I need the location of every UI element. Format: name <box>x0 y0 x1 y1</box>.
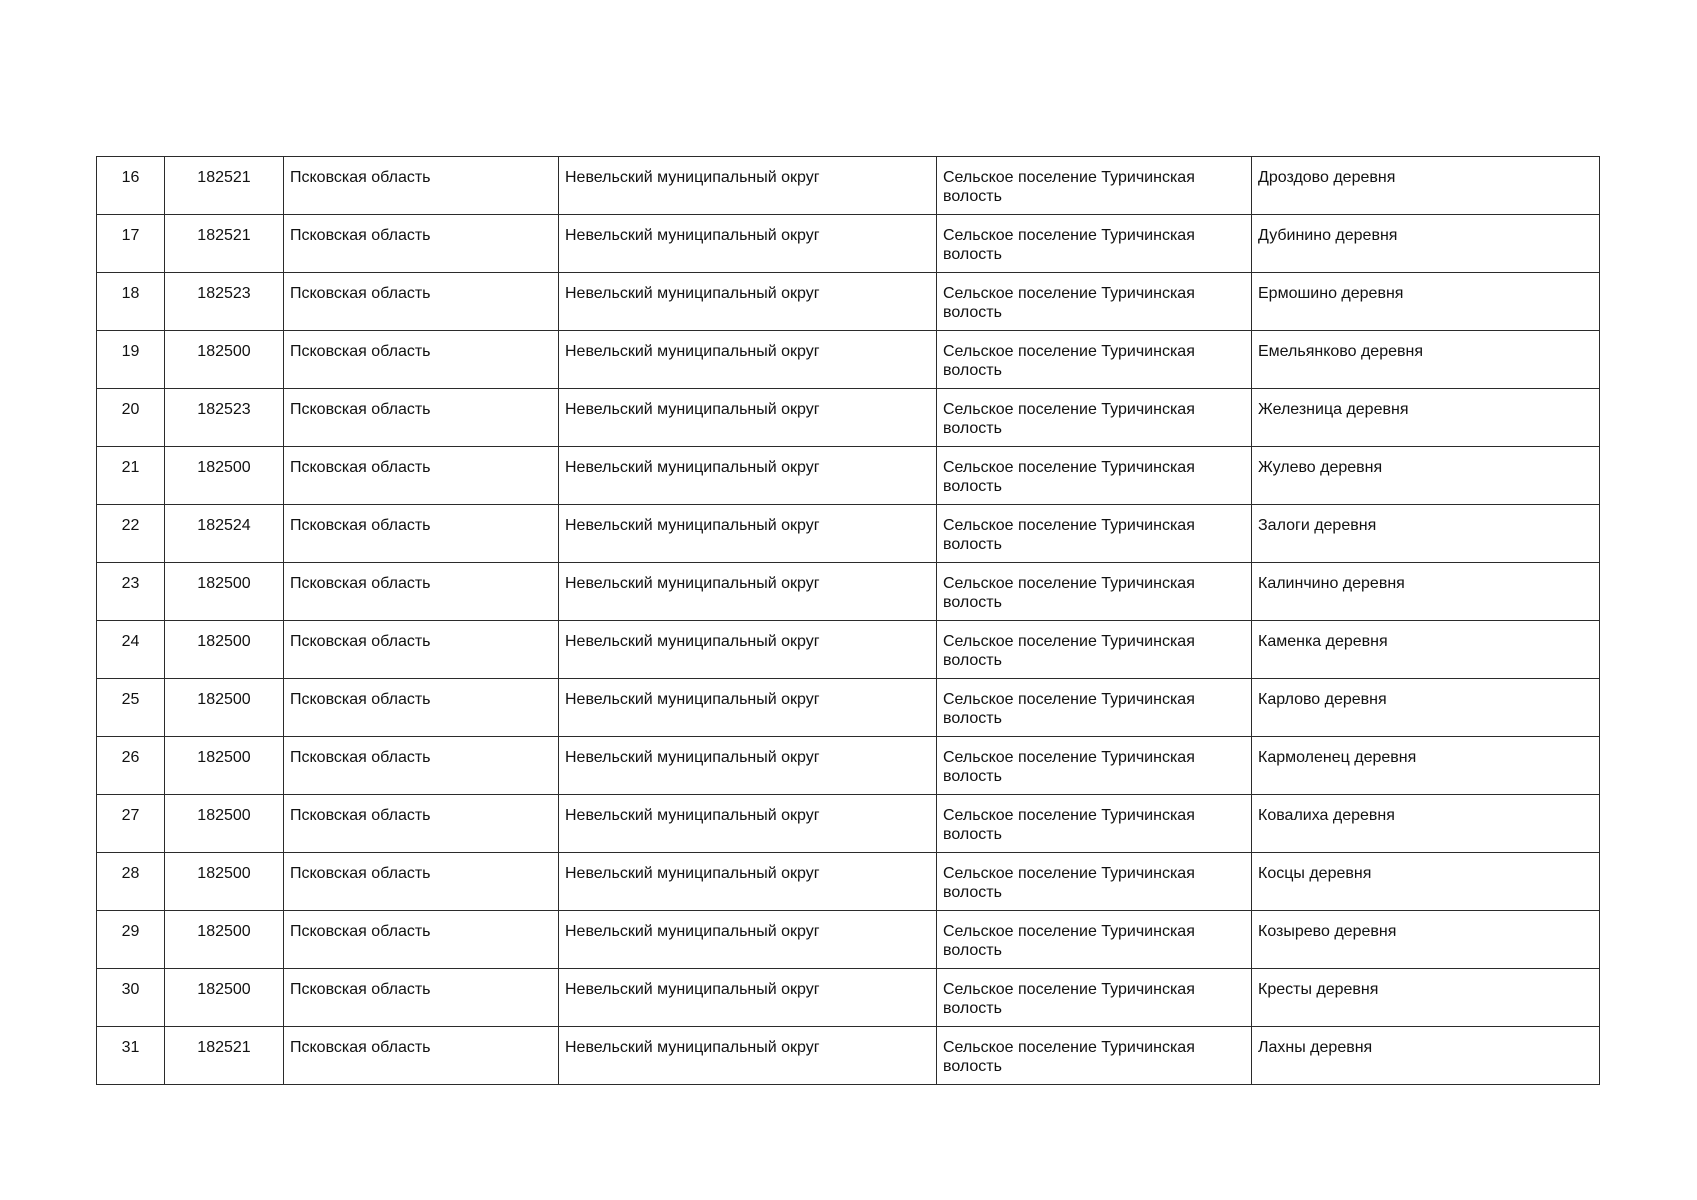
settlement-cell: Сельское поселение Туричинская волость <box>937 215 1252 273</box>
postal-code-cell: 182500 <box>165 853 284 911</box>
table-row <box>97 853 1600 911</box>
row-number-cell: 25 <box>97 679 165 737</box>
settlement-cell: Сельское поселение Туричинская волость <box>937 563 1252 621</box>
locality-cell: Каменка деревня <box>1252 621 1600 679</box>
region-cell: Псковская область <box>284 389 559 447</box>
region-cell: Псковская область <box>284 447 559 505</box>
region-cell: Псковская область <box>284 505 559 563</box>
locality-cell: Лахны деревня <box>1252 1027 1600 1085</box>
table-row <box>97 1027 1600 1085</box>
district-cell: Невельский муниципальный округ <box>559 911 937 969</box>
region-cell: Псковская область <box>284 157 559 215</box>
table-row <box>97 679 1600 737</box>
region-cell: Псковская область <box>284 679 559 737</box>
table-row <box>97 737 1600 795</box>
locality-cell: Карлово деревня <box>1252 679 1600 737</box>
locality-cell: Кресты деревня <box>1252 969 1600 1027</box>
locality-cell: Дубинино деревня <box>1252 215 1600 273</box>
region-cell: Псковская область <box>284 737 559 795</box>
settlement-cell: Сельское поселение Туричинская волость <box>937 621 1252 679</box>
district-cell: Невельский муниципальный округ <box>559 795 937 853</box>
row-number-cell: 17 <box>97 215 165 273</box>
locality-cell: Жулево деревня <box>1252 447 1600 505</box>
settlement-cell: Сельское поселение Туричинская волость <box>937 447 1252 505</box>
settlement-cell: Сельское поселение Туричинская волость <box>937 795 1252 853</box>
district-cell: Невельский муниципальный округ <box>559 853 937 911</box>
postal-code-cell: 182524 <box>165 505 284 563</box>
district-cell: Невельский муниципальный округ <box>559 331 937 389</box>
region-cell: Псковская область <box>284 331 559 389</box>
row-number-cell: 22 <box>97 505 165 563</box>
table-row <box>97 505 1600 563</box>
postal-code-cell: 182500 <box>165 969 284 1027</box>
locality-cell: Дроздово деревня <box>1252 157 1600 215</box>
district-cell: Невельский муниципальный округ <box>559 737 937 795</box>
postal-code-cell: 182521 <box>165 215 284 273</box>
table-row <box>97 273 1600 331</box>
row-number-cell: 30 <box>97 969 165 1027</box>
locality-cell: Кармоленец деревня <box>1252 737 1600 795</box>
region-cell: Псковская область <box>284 969 559 1027</box>
row-number-cell: 20 <box>97 389 165 447</box>
postal-code-cell: 182523 <box>165 273 284 331</box>
settlement-cell: Сельское поселение Туричинская волость <box>937 273 1252 331</box>
row-number-cell: 19 <box>97 331 165 389</box>
settlement-cell: Сельское поселение Туричинская волость <box>937 331 1252 389</box>
region-cell: Псковская область <box>284 795 559 853</box>
postal-code-cell: 182500 <box>165 331 284 389</box>
row-number-cell: 23 <box>97 563 165 621</box>
region-cell: Псковская область <box>284 215 559 273</box>
table-row <box>97 969 1600 1027</box>
postal-code-cell: 182500 <box>165 911 284 969</box>
table-row <box>97 563 1600 621</box>
postal-code-cell: 182500 <box>165 621 284 679</box>
district-cell: Невельский муниципальный округ <box>559 563 937 621</box>
postal-code-cell: 182500 <box>165 563 284 621</box>
settlement-cell: Сельское поселение Туричинская волость <box>937 157 1252 215</box>
row-number-cell: 21 <box>97 447 165 505</box>
row-number-cell: 26 <box>97 737 165 795</box>
locality-cell: Косцы деревня <box>1252 853 1600 911</box>
locality-cell: Емельянково деревня <box>1252 331 1600 389</box>
district-cell: Невельский муниципальный округ <box>559 215 937 273</box>
table-row <box>97 911 1600 969</box>
postal-code-cell: 182523 <box>165 389 284 447</box>
table-row <box>97 215 1600 273</box>
district-cell: Невельский муниципальный округ <box>559 505 937 563</box>
settlement-cell: Сельское поселение Туричинская волость <box>937 911 1252 969</box>
settlement-cell: Сельское поселение Туричинская волость <box>937 679 1252 737</box>
settlement-cell: Сельское поселение Туричинская волость <box>937 389 1252 447</box>
settlement-cell: Сельское поселение Туричинская волость <box>937 853 1252 911</box>
region-cell: Псковская область <box>284 621 559 679</box>
locality-cell: Козырево деревня <box>1252 911 1600 969</box>
table-row <box>97 447 1600 505</box>
district-cell: Невельский муниципальный округ <box>559 157 937 215</box>
postal-code-cell: 182521 <box>165 157 284 215</box>
table-row <box>97 389 1600 447</box>
row-number-cell: 27 <box>97 795 165 853</box>
locality-cell: Железница деревня <box>1252 389 1600 447</box>
district-cell: Невельский муниципальный округ <box>559 621 937 679</box>
district-cell: Невельский муниципальный округ <box>559 389 937 447</box>
settlement-cell: Сельское поселение Туричинская волость <box>937 505 1252 563</box>
postal-code-cell: 182500 <box>165 679 284 737</box>
locality-table <box>96 156 1600 1085</box>
locality-cell: Залоги деревня <box>1252 505 1600 563</box>
postal-code-cell: 182500 <box>165 447 284 505</box>
district-cell: Невельский муниципальный округ <box>559 679 937 737</box>
row-number-cell: 16 <box>97 157 165 215</box>
region-cell: Псковская область <box>284 853 559 911</box>
postal-code-cell: 182521 <box>165 1027 284 1085</box>
row-number-cell: 29 <box>97 911 165 969</box>
region-cell: Псковская область <box>284 563 559 621</box>
row-number-cell: 18 <box>97 273 165 331</box>
postal-code-cell: 182500 <box>165 737 284 795</box>
district-cell: Невельский муниципальный округ <box>559 969 937 1027</box>
postal-code-cell: 182500 <box>165 795 284 853</box>
row-number-cell: 24 <box>97 621 165 679</box>
table-row <box>97 621 1600 679</box>
table-row <box>97 795 1600 853</box>
district-cell: Невельский муниципальный округ <box>559 447 937 505</box>
locality-cell: Калинчино деревня <box>1252 563 1600 621</box>
row-number-cell: 28 <box>97 853 165 911</box>
settlement-cell: Сельское поселение Туричинская волость <box>937 969 1252 1027</box>
settlement-cell: Сельское поселение Туричинская волость <box>937 737 1252 795</box>
locality-cell: Ермошино деревня <box>1252 273 1600 331</box>
region-cell: Псковская область <box>284 1027 559 1085</box>
district-cell: Невельский муниципальный округ <box>559 273 937 331</box>
region-cell: Псковская область <box>284 911 559 969</box>
table-body <box>97 157 1600 1085</box>
table-row <box>97 157 1600 215</box>
settlement-cell: Сельское поселение Туричинская волость <box>937 1027 1252 1085</box>
table-row <box>97 331 1600 389</box>
district-cell: Невельский муниципальный округ <box>559 1027 937 1085</box>
locality-cell: Ковалиха деревня <box>1252 795 1600 853</box>
row-number-cell: 31 <box>97 1027 165 1085</box>
region-cell: Псковская область <box>284 273 559 331</box>
